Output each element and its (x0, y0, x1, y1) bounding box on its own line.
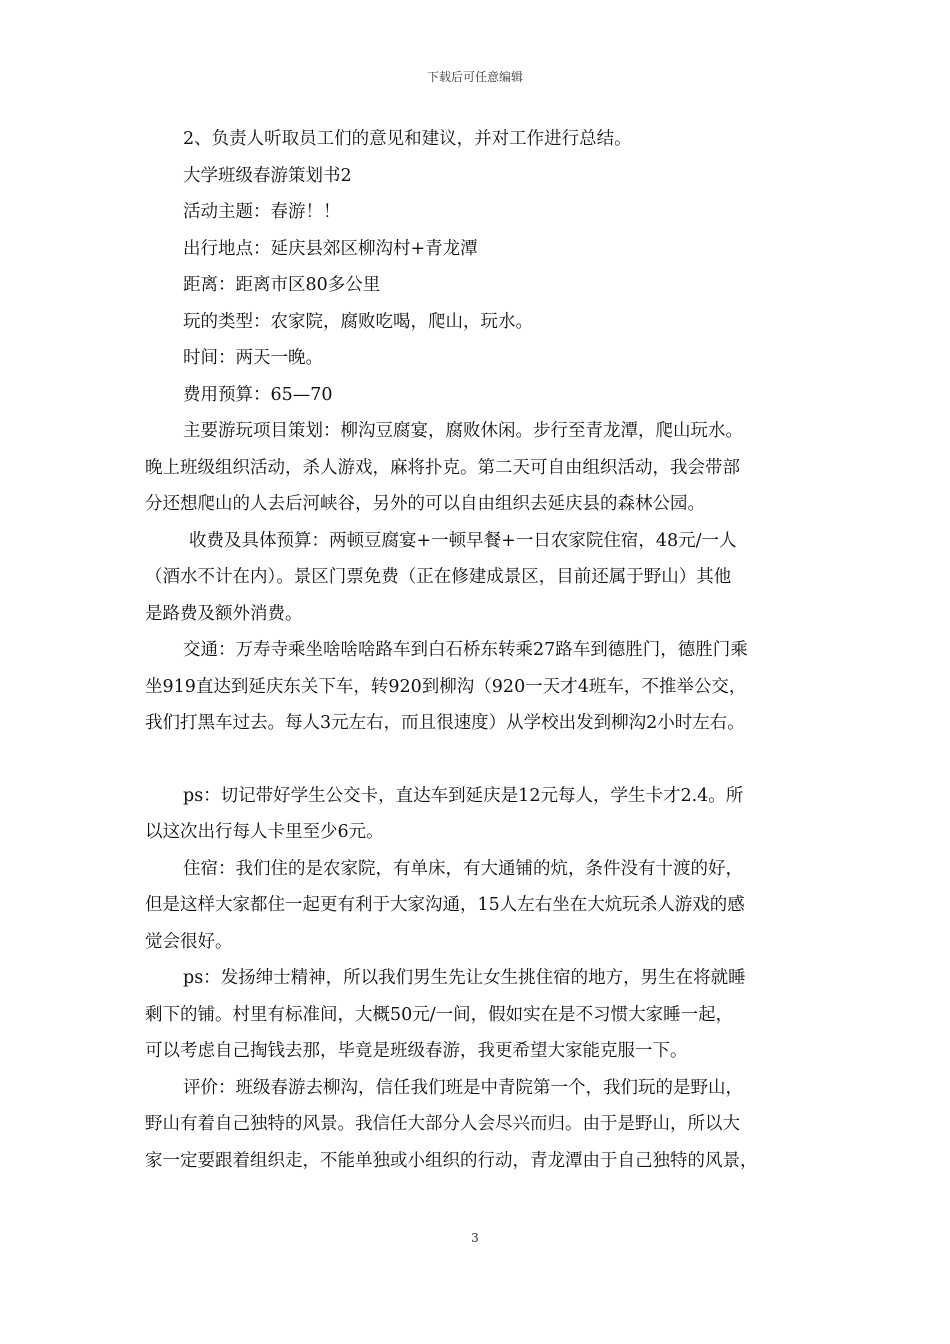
page-number: 3 (471, 1231, 479, 1245)
paragraph-line: 晚上班级组织活动，杀人游戏，麻将扑克。第二天可自由组织活动，我会带部 (145, 457, 740, 478)
document-body (145, 121, 810, 1179)
paragraph-line: 可以考虑自己掏钱去那，毕竟是班级春游，我更希望大家能克服一下。 (145, 1041, 688, 1061)
paragraph-line: 费用预算：65—70 (183, 384, 333, 405)
paragraph-line: 我们打黑车过去。每人3元左右，而且很速度）从学校出发到柳沟2小时左右。 (145, 713, 745, 733)
paragraph-line: （酒水不计在内）。景区门票免费（正在修建成景区，目前还属于野山）其他 (145, 567, 732, 587)
paragraph-line: 觉会很好。 (145, 931, 233, 952)
paragraph-line: 剩下的铺。村里有标准间，大概50元/一间，假如实在是不习惯大家睡一起， (145, 1004, 734, 1025)
paragraph-line: 但是这样大家都住一起更有利于大家沟通，15人左右坐在大炕玩杀人游戏的感 (145, 895, 745, 915)
subtitle: 大学班级春游策划书2 (183, 165, 352, 186)
paragraph-line: 评价：班级春游去柳沟，信任我们班是中青院第一个，我们玩的是野山， (183, 1077, 743, 1098)
paragraph-line: 玩的类型：农家院，腐败吃喝，爬山，玩水。 (183, 311, 533, 332)
paragraph-line: 住宿：我们住的是农家院，有单床，有大通铺的炕，条件没有十渡的好， (183, 858, 743, 879)
paragraph-line: 野山有着自己独特的风景。我信任大部分人会尽兴而归。由于是野山，所以大 (145, 1114, 740, 1134)
paragraph-line: ps：切记带好学生公交卡，直达车到延庆是12元每人，学生卡才2.4。所 (183, 785, 744, 806)
paragraph-line: 家一定要跟着组织走，不能单独或小组织的行动，青龙潭由于自己独特的风景， (145, 1150, 758, 1171)
paragraph-line: 是路费及额外消费。 (145, 603, 303, 624)
paragraph-line: 分还想爬山的人去后河峡谷，另外的可以自由组织去延庆县的森林公园。 (145, 494, 705, 514)
blank-line (145, 742, 810, 778)
paragraph-line: 收费及具体预算：两顿豆腐宴+一顿早餐+一日农家院住宿，48元/一人 (189, 530, 737, 551)
paragraph-line: 主要游玩项目策划：柳沟豆腐宴，腐败休闲。步行至青龙潭，爬山玩水。 (183, 421, 743, 441)
paragraph-line: 活动主题：春游！！ (183, 202, 341, 222)
paragraph-line: 2、负责人听取员工们的意见和建议，并对工作进行总结。 (183, 129, 632, 149)
paragraph-line: 出行地点：延庆县郊区柳沟村+青龙潭 (183, 238, 478, 259)
paragraph-line: 时间：两天一晚。 (183, 348, 323, 368)
paragraph-line: 距离：距离市区80多公里 (183, 275, 381, 295)
paragraph-line: ps：发扬绅士精神，所以我们男生先让女生挑住宿的地方，男生在将就睡 (183, 968, 746, 988)
paragraph-line: 坐919直达到延庆东关下车，转920到柳沟（920一天才4班车，不推举公交， (145, 676, 747, 697)
page-header: 下载后可任意编辑 (426, 70, 523, 84)
paragraph-line: 以这次出行每人卡里至少6元。 (145, 822, 384, 842)
paragraph-line: 交通：万寿寺乘坐啥啥啥路车到白石桥东转乘27路车到德胜门，德胜门乘 (183, 640, 748, 660)
